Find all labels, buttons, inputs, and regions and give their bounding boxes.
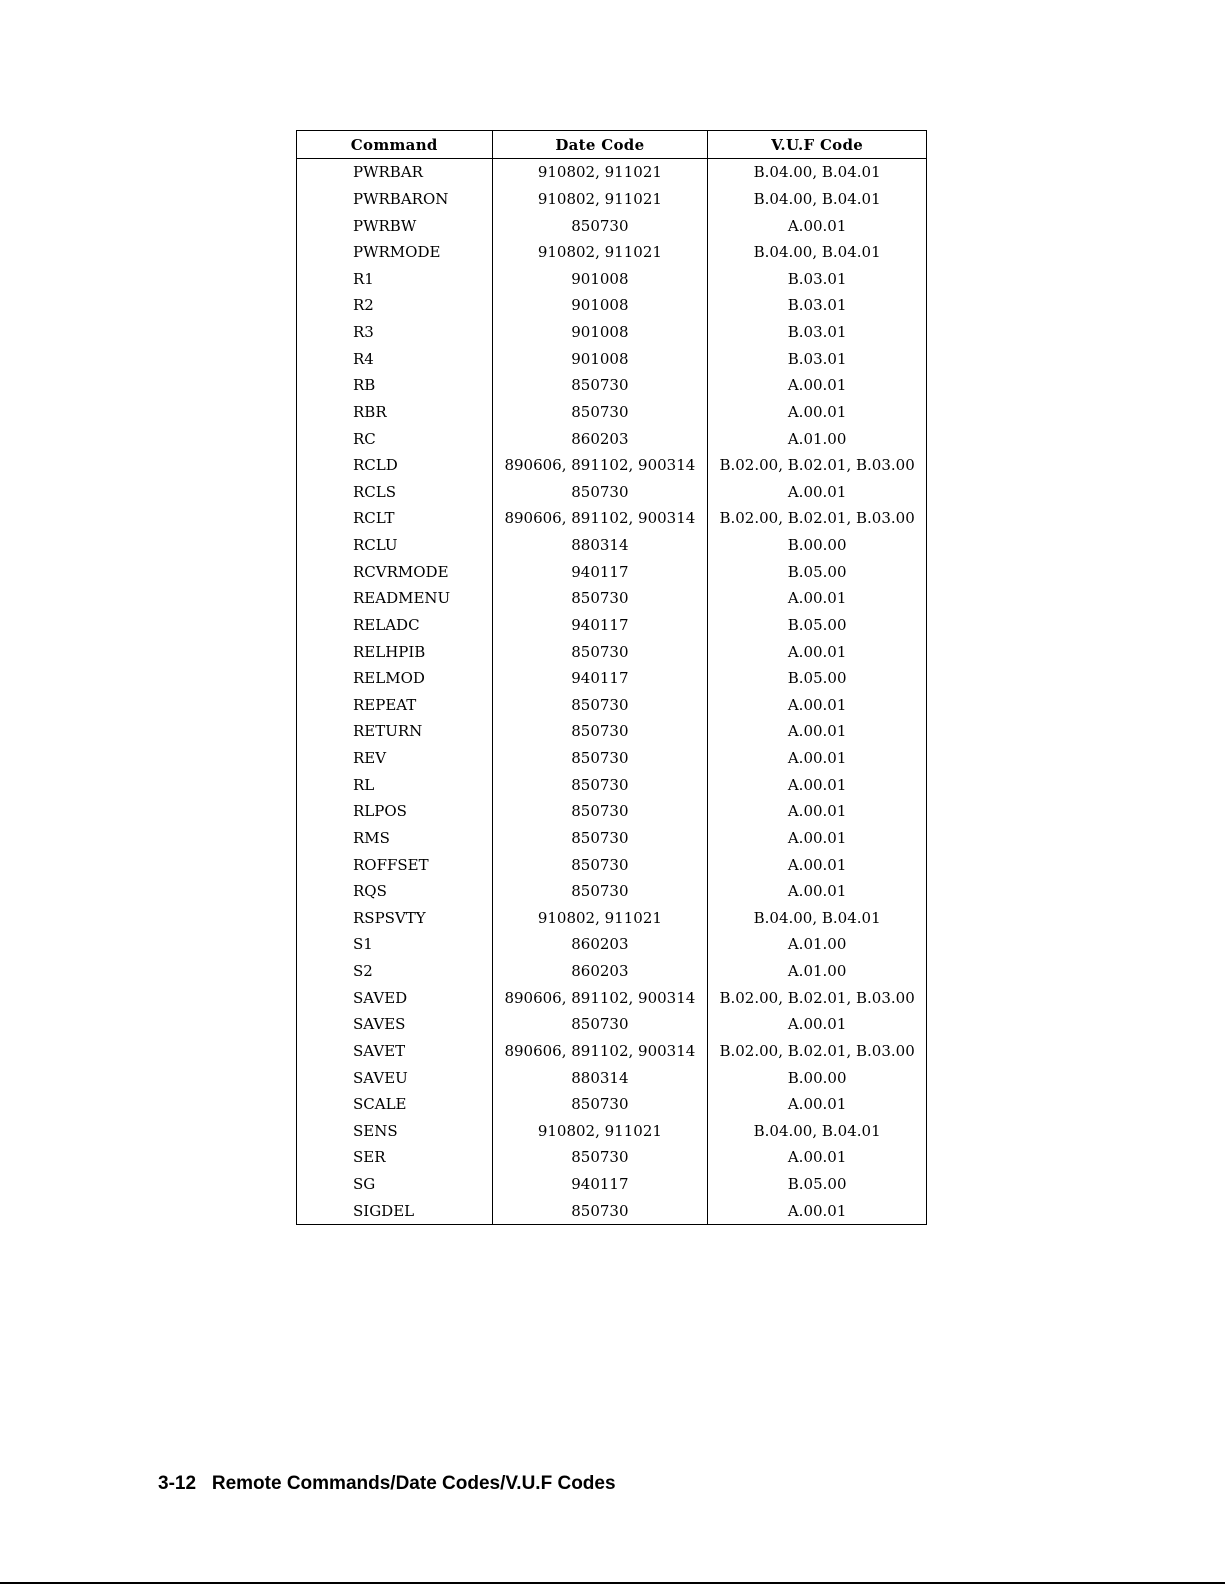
vuf-code-cell: A.00.01	[708, 1197, 927, 1224]
command-cell: R4	[353, 349, 374, 368]
command-cell: SIGDEL	[353, 1201, 415, 1220]
date-code-cell: 940117	[492, 1171, 708, 1198]
vuf-code-cell: A.00.01	[708, 1144, 927, 1171]
vuf-code-cell: A.00.01	[708, 745, 927, 772]
vuf-code-cell: B.03.01	[708, 345, 927, 372]
vuf-code-cell: A.01.00	[708, 425, 927, 452]
date-code-cell: 890606, 891102, 900314	[492, 1038, 708, 1065]
command-cell: RCLT	[353, 509, 395, 528]
table-row	[297, 319, 927, 346]
vuf-code-cell: B.04.00, B.04.01	[708, 186, 927, 213]
command-cell: R3	[353, 323, 374, 342]
date-code-cell: 880314	[492, 532, 708, 559]
date-code-cell: 940117	[492, 558, 708, 585]
vuf-code-cell: A.00.01	[708, 479, 927, 506]
table-row	[297, 558, 927, 585]
vuf-code-cell: A.00.01	[708, 851, 927, 878]
table-row	[297, 878, 927, 905]
vuf-code-cell: A.01.00	[708, 931, 927, 958]
date-code-cell: 901008	[492, 319, 708, 346]
command-cell: SAVEU	[353, 1068, 408, 1087]
command-cell: SAVES	[353, 1015, 406, 1034]
table-row	[297, 745, 927, 772]
table-header-row	[297, 131, 927, 159]
command-cell: SCALE	[353, 1095, 407, 1114]
date-code-cell: 850730	[492, 638, 708, 665]
date-code-cell: 860203	[492, 425, 708, 452]
table-row	[297, 292, 927, 319]
vuf-code-cell: A.00.01	[708, 825, 927, 852]
vuf-code-cell: B.02.00, B.02.01, B.03.00	[708, 452, 927, 479]
command-cell: REV	[353, 749, 387, 768]
date-code-cell: 850730	[492, 1091, 708, 1118]
command-cell: RETURN	[353, 722, 423, 741]
table-row	[297, 665, 927, 692]
command-cell: RCLD	[353, 456, 398, 475]
table-row	[297, 399, 927, 426]
date-code-cell: 850730	[492, 479, 708, 506]
vuf-code-cell: A.00.01	[708, 585, 927, 612]
page-footer	[158, 1473, 616, 1495]
vuf-code-cell: B.00.00	[708, 1064, 927, 1091]
date-code-cell: 901008	[492, 266, 708, 293]
table-row	[297, 718, 927, 745]
table-row	[297, 479, 927, 506]
command-cell: SENS	[353, 1121, 398, 1140]
date-code-cell: 850730	[492, 798, 708, 825]
vuf-code-cell: A.00.01	[708, 1091, 927, 1118]
vuf-code-cell: B.02.00, B.02.01, B.03.00	[708, 505, 927, 532]
command-cell: RLPOS	[353, 802, 407, 821]
table-row	[297, 612, 927, 639]
table-row	[297, 798, 927, 825]
date-code-cell: 850730	[492, 399, 708, 426]
table-row	[297, 771, 927, 798]
date-code-cell: 850730	[492, 692, 708, 719]
table-row	[297, 1091, 927, 1118]
date-code-cell: 880314	[492, 1064, 708, 1091]
date-code-cell: 850730	[492, 1197, 708, 1224]
date-code-cell: 850730	[492, 1144, 708, 1171]
command-cell: RQS	[353, 882, 387, 901]
date-code-cell: 850730	[492, 212, 708, 239]
vuf-code-cell: A.00.01	[708, 212, 927, 239]
table-row	[297, 825, 927, 852]
table-row	[297, 372, 927, 399]
table-row	[297, 1197, 927, 1224]
table-row	[297, 186, 927, 213]
table-row	[297, 585, 927, 612]
command-cell: RSPSVTY	[353, 908, 426, 927]
vuf-code-cell: B.02.00, B.02.01, B.03.00	[708, 984, 927, 1011]
command-cell: REPEAT	[353, 695, 417, 714]
date-code-cell: 850730	[492, 851, 708, 878]
vuf-code-cell: B.03.01	[708, 319, 927, 346]
vuf-code-cell: B.04.00, B.04.01	[708, 159, 927, 186]
table-row	[297, 851, 927, 878]
command-cell: R2	[353, 296, 374, 315]
command-cell: S1	[353, 935, 373, 954]
table-row	[297, 984, 927, 1011]
table-row	[297, 239, 927, 266]
vuf-code-cell: B.04.00, B.04.01	[708, 1118, 927, 1145]
table-row	[297, 212, 927, 239]
table-header	[297, 131, 927, 159]
header-command: Command	[297, 131, 493, 159]
table-row	[297, 1118, 927, 1145]
section-title: Remote Commands/Date Codes/V.U.F Codes	[211, 1473, 616, 1494]
table-row	[297, 1038, 927, 1065]
date-code-cell: 910802, 911021	[492, 159, 708, 186]
vuf-code-cell: B.05.00	[708, 1171, 927, 1198]
date-code-cell: 910802, 911021	[492, 1118, 708, 1145]
vuf-code-cell: B.04.00, B.04.01	[708, 905, 927, 932]
table-row	[297, 1171, 927, 1198]
date-code-cell: 890606, 891102, 900314	[492, 452, 708, 479]
vuf-code-cell: A.01.00	[708, 958, 927, 985]
date-code-cell: 910802, 911021	[492, 905, 708, 932]
page-number: 3-12	[158, 1473, 197, 1494]
table-row	[297, 1144, 927, 1171]
command-cell: RELADC	[353, 615, 420, 634]
table-row	[297, 692, 927, 719]
command-cell: RELHPIB	[353, 642, 426, 661]
table-row	[297, 931, 927, 958]
command-cell: PWRBARON	[353, 189, 449, 208]
date-code-cell: 850730	[492, 718, 708, 745]
date-code-cell: 910802, 911021	[492, 239, 708, 266]
vuf-code-cell: A.00.01	[708, 798, 927, 825]
vuf-code-cell: A.00.01	[708, 1011, 927, 1038]
table-row	[297, 638, 927, 665]
command-cell: PWRBAR	[353, 163, 423, 182]
vuf-code-cell: A.00.01	[708, 372, 927, 399]
date-code-cell: 850730	[492, 825, 708, 852]
command-cell: RC	[353, 429, 376, 448]
header-date-code: Date Code	[492, 131, 708, 159]
table-row	[297, 425, 927, 452]
command-cell: SER	[353, 1148, 386, 1167]
command-cell: SAVED	[353, 988, 408, 1007]
command-cell: RB	[353, 376, 376, 395]
vuf-code-cell: B.02.00, B.02.01, B.03.00	[708, 1038, 927, 1065]
table-row	[297, 1064, 927, 1091]
table-row	[297, 452, 927, 479]
table-row	[297, 532, 927, 559]
table-row	[297, 159, 927, 186]
vuf-code-cell: B.05.00	[708, 558, 927, 585]
date-code-cell: 860203	[492, 958, 708, 985]
command-cell: RCLU	[353, 536, 398, 555]
vuf-code-cell: A.00.01	[708, 638, 927, 665]
table-row	[297, 958, 927, 985]
date-code-cell: 901008	[492, 292, 708, 319]
vuf-code-cell: A.00.01	[708, 878, 927, 905]
date-code-cell: 901008	[492, 345, 708, 372]
command-cell: RCVRMODE	[353, 562, 449, 581]
table-row	[297, 345, 927, 372]
vuf-code-cell: B.05.00	[708, 612, 927, 639]
vuf-code-cell: A.00.01	[708, 771, 927, 798]
bottom-rule	[0, 1582, 1225, 1584]
command-cell: RELMOD	[353, 669, 425, 688]
date-code-cell: 850730	[492, 585, 708, 612]
command-cell: R1	[353, 269, 374, 288]
command-cell: SAVET	[353, 1041, 406, 1060]
date-code-cell: 860203	[492, 931, 708, 958]
table-row	[297, 905, 927, 932]
date-code-cell: 940117	[492, 665, 708, 692]
command-cell: SG	[353, 1175, 376, 1194]
vuf-code-cell: B.03.01	[708, 292, 927, 319]
vuf-code-cell: B.00.00	[708, 532, 927, 559]
date-code-cell: 910802, 911021	[492, 186, 708, 213]
date-code-cell: 890606, 891102, 900314	[492, 505, 708, 532]
command-cell: RBR	[353, 402, 387, 421]
command-cell: ROFFSET	[353, 855, 429, 874]
date-code-cell: 850730	[492, 878, 708, 905]
table-row	[297, 505, 927, 532]
command-cell: READMENU	[353, 589, 451, 608]
date-code-cell: 940117	[492, 612, 708, 639]
command-cell: RL	[353, 775, 375, 794]
command-cell: PWRMODE	[353, 243, 441, 262]
date-code-cell: 850730	[492, 745, 708, 772]
command-cell: S2	[353, 962, 373, 981]
vuf-code-cell: A.00.01	[708, 718, 927, 745]
date-code-cell: 890606, 891102, 900314	[492, 984, 708, 1011]
vuf-code-cell: B.04.00, B.04.01	[708, 239, 927, 266]
date-code-cell: 850730	[492, 1011, 708, 1038]
command-cell: PWRBW	[353, 216, 417, 235]
table-row	[297, 1011, 927, 1038]
command-cell: RMS	[353, 828, 390, 847]
vuf-code-cell: B.05.00	[708, 665, 927, 692]
header-vuf-code: V.U.F Code	[708, 131, 927, 159]
table-body	[297, 159, 927, 1225]
command-cell: RCLS	[353, 482, 397, 501]
vuf-code-cell: A.00.01	[708, 399, 927, 426]
date-code-cell: 850730	[492, 771, 708, 798]
command-code-table	[296, 130, 927, 1225]
date-code-cell: 850730	[492, 372, 708, 399]
vuf-code-cell: A.00.01	[708, 692, 927, 719]
table-row	[297, 266, 927, 293]
vuf-code-cell: B.03.01	[708, 266, 927, 293]
